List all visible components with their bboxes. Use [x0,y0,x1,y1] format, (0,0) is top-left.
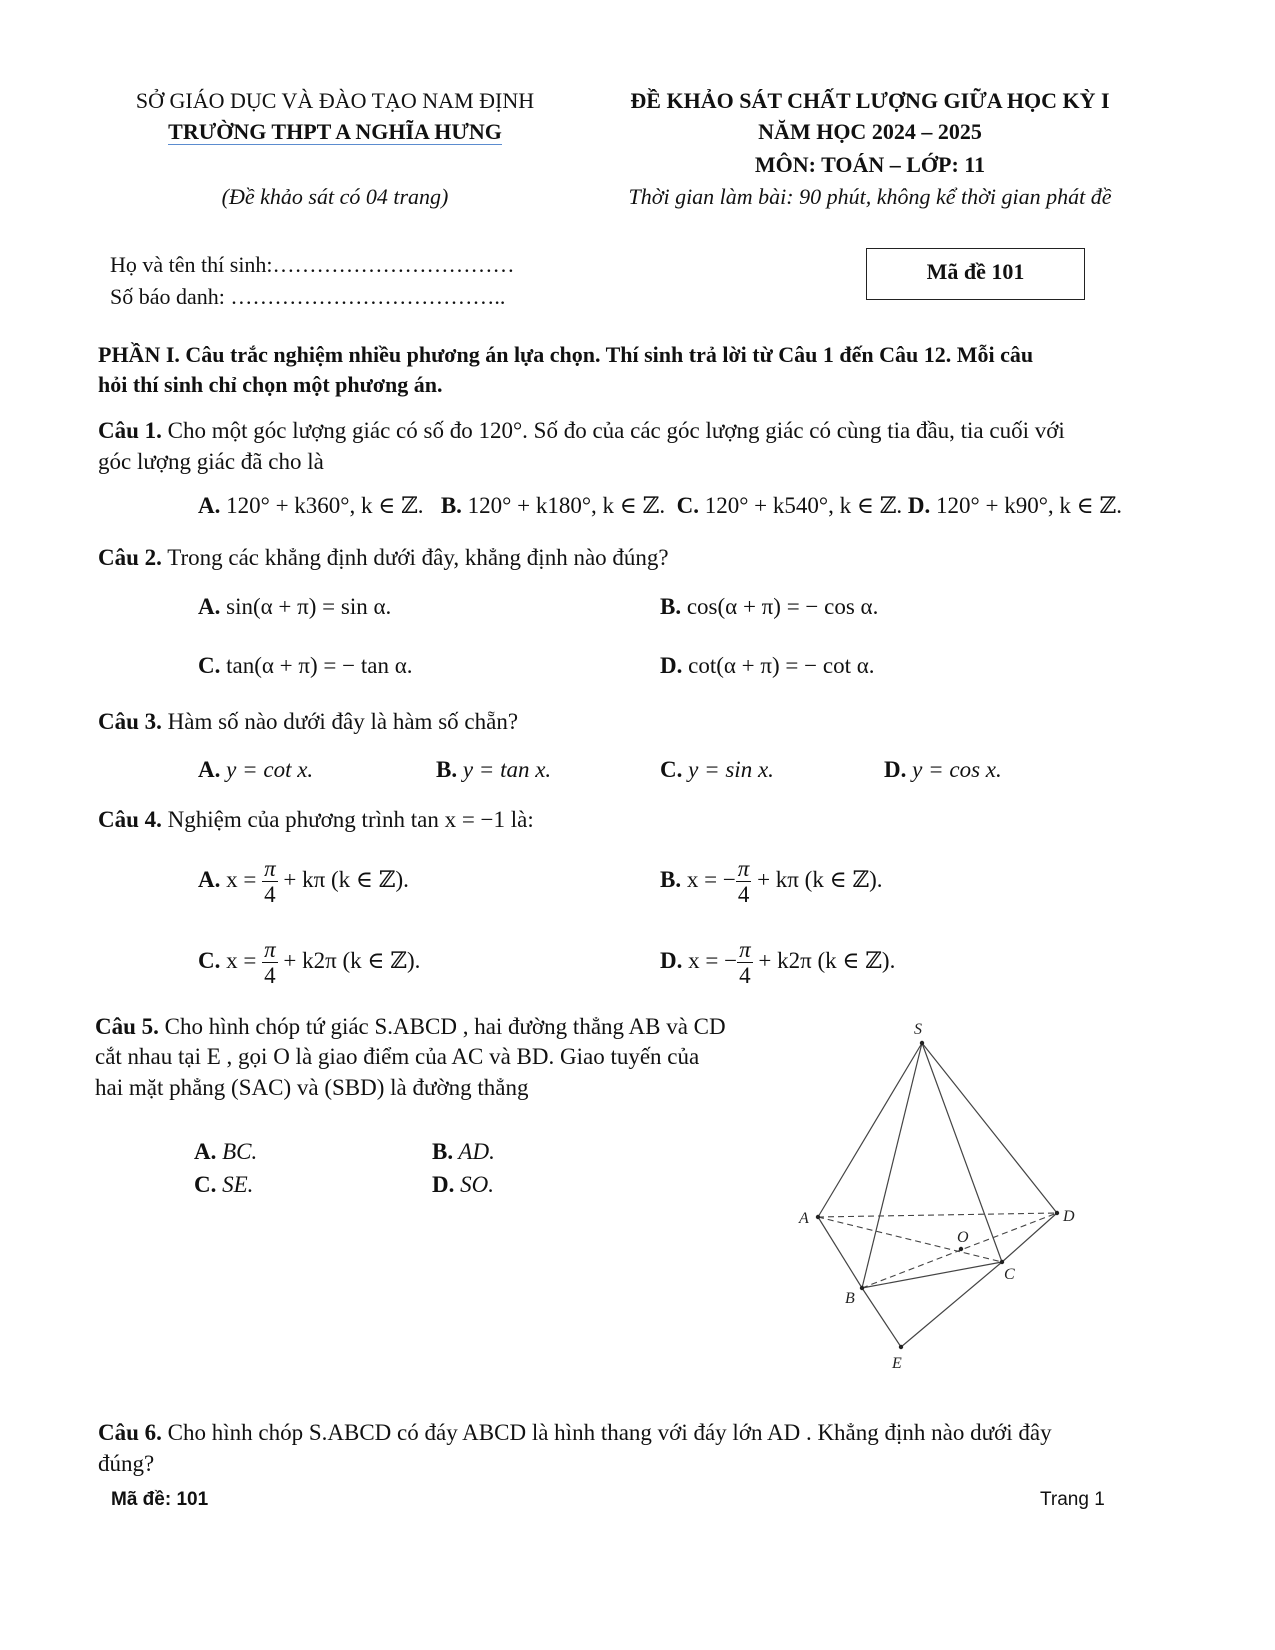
q5-option-d[interactable] [432,1172,494,1198]
school-name [100,119,570,145]
question-1-label: Câu 1. [98,418,162,443]
q2-option-d-label: D. [660,653,683,678]
edge-sd [922,1043,1057,1213]
q1-option-b-label: B. [440,493,462,518]
q4-option-d-label: D. [660,948,683,974]
vertex-b-point [860,1286,864,1290]
q4-option-c-prefix: x = [220,948,263,974]
footer-page-number: Trang 1 [1040,1489,1105,1510]
question-1-line1 [98,418,1065,444]
q4-option-c-label: C. [198,948,221,974]
exam-code-box: Mã đề 101 [866,248,1085,300]
q3-option-b-label: B. [436,757,458,782]
q2-option-c[interactable] [198,653,413,679]
q5-option-a[interactable] [194,1139,257,1165]
q5-option-c-text: SE. [216,1172,254,1197]
q4-option-d-fraction [737,937,753,989]
page-count-note: (Đề khảo sát có 04 trang) [221,184,449,209]
candidate-id-field: Số báo danh: ……………………………….. [110,284,506,309]
q2-option-b-text: cos(α + π) = − cos α. [681,594,879,619]
q3-option-c[interactable] [660,757,774,783]
time-limit: Thời gian làm bài: 90 phút, không kể thời gian phát đề [628,184,1112,209]
question-4-label: Câu 4. [98,807,162,832]
vertex-c-point [1000,1260,1004,1264]
q5-option-d-label: D. [432,1172,455,1197]
q1-option-b-text: 120° + k180°, k ∈ ℤ. [461,493,666,518]
fraction-denominator: 4 [264,882,276,908]
q1-option-c[interactable] [677,493,903,518]
part1-heading-line1: PHẦN I. Câu trắc nghiệm nhiều phương án lựa chọn. Thí sinh trả lời từ Câu 1 đến Câu 12. Mỗi câu [98,342,1034,367]
q1-option-a-label: A. [198,493,221,518]
q2-option-c-text: tan(α + π) = − tan α. [220,653,413,678]
q2-option-a-text: sin(α + π) = sin α. [220,594,392,619]
q5-option-a-label: A. [194,1139,217,1164]
q4-option-d[interactable] [660,937,895,989]
q1-option-d-text: 120° + k90°, k ∈ ℤ. [930,493,1122,518]
department-name: SỞ GIÁO DỤC VÀ ĐÀO TẠO NAM ĐỊNH [135,88,535,113]
label-b: B [845,1290,855,1307]
question-6-text: Cho hình chóp S.ABCD có đáy ABCD là hình thang với đáy lớn AD . Khẳng định nào dưới đây [161,1420,1052,1445]
q4-option-c-fraction [262,937,278,989]
question-3-stem [98,709,518,735]
q1-option-c-label: C. [676,493,699,518]
fraction-denominator: 4 [739,963,751,989]
question-5-label: Câu 5. [95,1014,159,1039]
question-3-label: Câu 3. [98,709,162,734]
q3-option-b[interactable] [436,757,551,783]
question-5-line1 [95,1014,726,1040]
q1-option-d[interactable] [908,493,1122,518]
label-e: E [892,1355,902,1372]
q2-option-b[interactable] [660,594,878,620]
edge-ce [901,1262,1002,1347]
question-4-text: Nghiệm của phương trình tan x = −1 là: [161,807,534,832]
vertex-s-point [920,1041,924,1045]
q5-option-b-text: AD. [453,1139,495,1164]
q4-option-a-fraction [262,856,278,908]
pyramid-figure [780,1010,1110,1380]
question-6-line1 [98,1420,1052,1446]
candidate-name-field: Họ và tên thí sinh:…………………………… [110,252,515,277]
q3-option-c-label: C. [660,757,683,782]
q4-option-b-suffix: + kπ (k ∈ ℤ). [751,867,883,893]
q4-option-b[interactable] [660,856,883,908]
question-6-label: Câu 6. [98,1420,162,1445]
q3-option-d[interactable] [884,757,1002,783]
q3-option-a-label: A. [198,757,221,782]
question-2-text: Trong các khẳng định dưới đây, khẳng định nào đúng? [161,545,669,570]
exam-title: ĐỀ KHẢO SÁT CHẤT LƯỢNG GIỮA HỌC KỲ I [630,88,1110,113]
q5-option-b-label: B. [432,1139,454,1164]
q4-option-a-suffix: + kπ (k ∈ ℤ). [277,867,409,893]
q2-option-a-label: A. [198,594,221,619]
q5-option-c-label: C. [194,1172,217,1197]
question-2-label: Câu 2. [98,545,162,570]
q4-option-a-label: A. [198,867,221,893]
edge-sb [862,1043,922,1288]
q5-option-d-text: SO. [454,1172,494,1197]
edge-cd [1002,1213,1057,1262]
edge-ab [818,1217,862,1288]
fraction-numerator: π [739,937,751,962]
fraction-numerator: π [737,856,750,881]
q1-option-a-text: 120° + k360°, k ∈ ℤ. [220,493,424,518]
q5-option-a-text: BC. [216,1139,258,1164]
question-2-stem [98,545,669,571]
q4-option-c-suffix: + k2π (k ∈ ℤ). [277,948,421,974]
question-1-line2: góc lượng giác đã cho là [98,449,324,474]
q2-option-c-label: C. [198,653,221,678]
question-3-text: Hàm số nào dưới đây là hàm số chẵn? [161,709,519,734]
subject-grade: MÔN: TOÁN – LỚP: 11 [754,152,986,177]
q1-option-c-text: 120° + k540°, k ∈ ℤ. [698,493,903,518]
q2-option-b-label: B. [660,594,682,619]
edge-sa [818,1043,922,1217]
q3-option-a-text: y = cot x. [220,757,314,782]
point-o [959,1247,963,1251]
footer-exam-code: Mã đề: 101 [111,1489,209,1510]
q2-option-d-text: cot(α + π) = − cot α. [682,653,875,678]
q2-option-d[interactable] [660,653,875,679]
school-year: NĂM HỌC 2024 – 2025 [758,119,982,144]
edge-be [862,1288,901,1347]
fraction-denominator: 4 [737,882,750,908]
question-5-line2: cắt nhau tại E , gọi O là giao điểm của AC và BD. Giao tuyến của [95,1044,700,1069]
question-5-line3: hai mặt phẳng (SAC) và (SBD) là đường thẳng [95,1075,529,1100]
question-1-options [198,493,1122,519]
q4-option-b-prefix: x = − [681,867,736,893]
q3-option-d-label: D. [884,757,907,782]
fraction-numerator: π [264,937,276,962]
school-name-text: TRƯỜNG THPT A NGHĨA HƯNG [168,119,502,144]
q5-option-b[interactable] [432,1139,495,1165]
q2-option-a[interactable] [198,594,391,620]
q3-option-b-text: y = tan x. [457,757,552,782]
q4-option-b-label: B. [660,867,682,893]
q4-option-b-fraction [736,856,752,908]
question-4-stem [98,807,534,833]
edge-ad-hidden [818,1213,1057,1217]
vertex-d-point [1055,1211,1059,1215]
fraction-numerator: π [264,856,276,881]
q3-option-c-text: y = sin x. [682,757,774,782]
q4-option-c[interactable] [198,937,420,989]
diagonal-ac-hidden [818,1217,1002,1262]
q1-option-b[interactable] [441,493,665,518]
label-c: C [1004,1266,1015,1283]
question-6-line2: đúng? [98,1451,155,1476]
label-d: D [1063,1208,1075,1225]
edge-bc [862,1262,1002,1288]
q4-option-a[interactable] [198,856,409,908]
q4-option-a-prefix: x = [220,867,263,893]
question-5-text: Cho hình chóp tứ giác S.ABCD , hai đường thẳng AB và CD [158,1014,726,1039]
vertex-e-point [899,1345,903,1349]
fraction-denominator: 4 [264,963,276,989]
q1-option-d-label: D. [907,493,931,518]
label-a: A [799,1210,809,1227]
label-s: S [914,1021,922,1038]
vertex-a-point [816,1215,820,1219]
q5-option-c[interactable] [194,1172,253,1198]
q3-option-d-text: y = cos x. [906,757,1002,782]
question-1-text: Cho một góc lượng giác có số đo 120°. Số đo của các góc lượng giác có cùng tia đầu, tia cuối với [161,418,1065,443]
label-o: O [957,1229,969,1246]
q4-option-d-prefix: x = − [682,948,738,974]
q3-option-a[interactable] [198,757,313,783]
part1-heading-line2: hỏi thí sinh chỉ chọn một phương án. [98,372,443,397]
q4-option-d-suffix: + k2π (k ∈ ℤ). [752,948,896,974]
q1-option-a[interactable] [198,493,424,518]
